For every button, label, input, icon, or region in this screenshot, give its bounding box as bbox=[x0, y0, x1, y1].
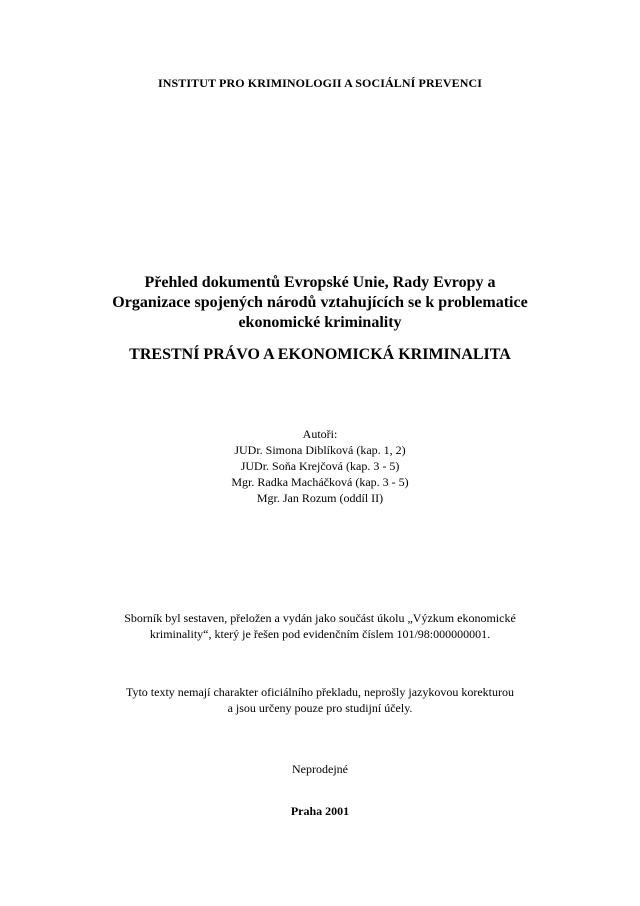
title-line-2: Organizace spojených národů vztahujících se k problematice bbox=[112, 294, 528, 311]
author-item: Mgr. Jan Rozum (oddíl II) bbox=[256, 491, 384, 505]
compilation-note-line-2: kriminality“, který je řešen pod evidenčním číslem 101/98:000000001. bbox=[149, 627, 491, 641]
authors-section bbox=[0, 426, 640, 506]
title-line-1: Přehled dokumentů Evropské Unie, Rady Evropy a bbox=[144, 274, 496, 291]
author-item: Mgr. Radka Macháčková (kap. 3 - 5) bbox=[231, 475, 409, 489]
author-item: JUDr. Soňa Krejčová (kap. 3 - 5) bbox=[240, 459, 400, 473]
disclaimer-line-2: a jsou určeny pouze pro studijní účely. bbox=[227, 701, 413, 715]
disclaimer-line-1: Tyto texty nemají charakter oficiálního překladu, neprošly jazykovou korekturou bbox=[125, 685, 515, 699]
compilation-note-line-1: Sborník byl sestaven, přeložen a vydán jako součást úkolu „Výzkum ekonomické bbox=[124, 611, 516, 625]
compilation-note bbox=[0, 610, 640, 642]
authors-label: Autoři: bbox=[302, 427, 338, 441]
title-line-3: ekonomické kriminality bbox=[238, 314, 402, 331]
author-item: JUDr. Simona Diblíková (kap. 1, 2) bbox=[234, 443, 406, 457]
document-title bbox=[0, 273, 640, 333]
not-for-sale-label: Neprodejné bbox=[292, 762, 348, 776]
place-year: Praha 2001 bbox=[290, 804, 350, 818]
disclaimer-note bbox=[0, 684, 640, 716]
institute-name: INSTITUT PRO KRIMINOLOGII A SOCIÁLNÍ PREVENCI bbox=[157, 76, 482, 90]
document-subtitle: TRESTNÍ PRÁVO A EKONOMICKÁ KRIMINALITA bbox=[129, 346, 511, 363]
